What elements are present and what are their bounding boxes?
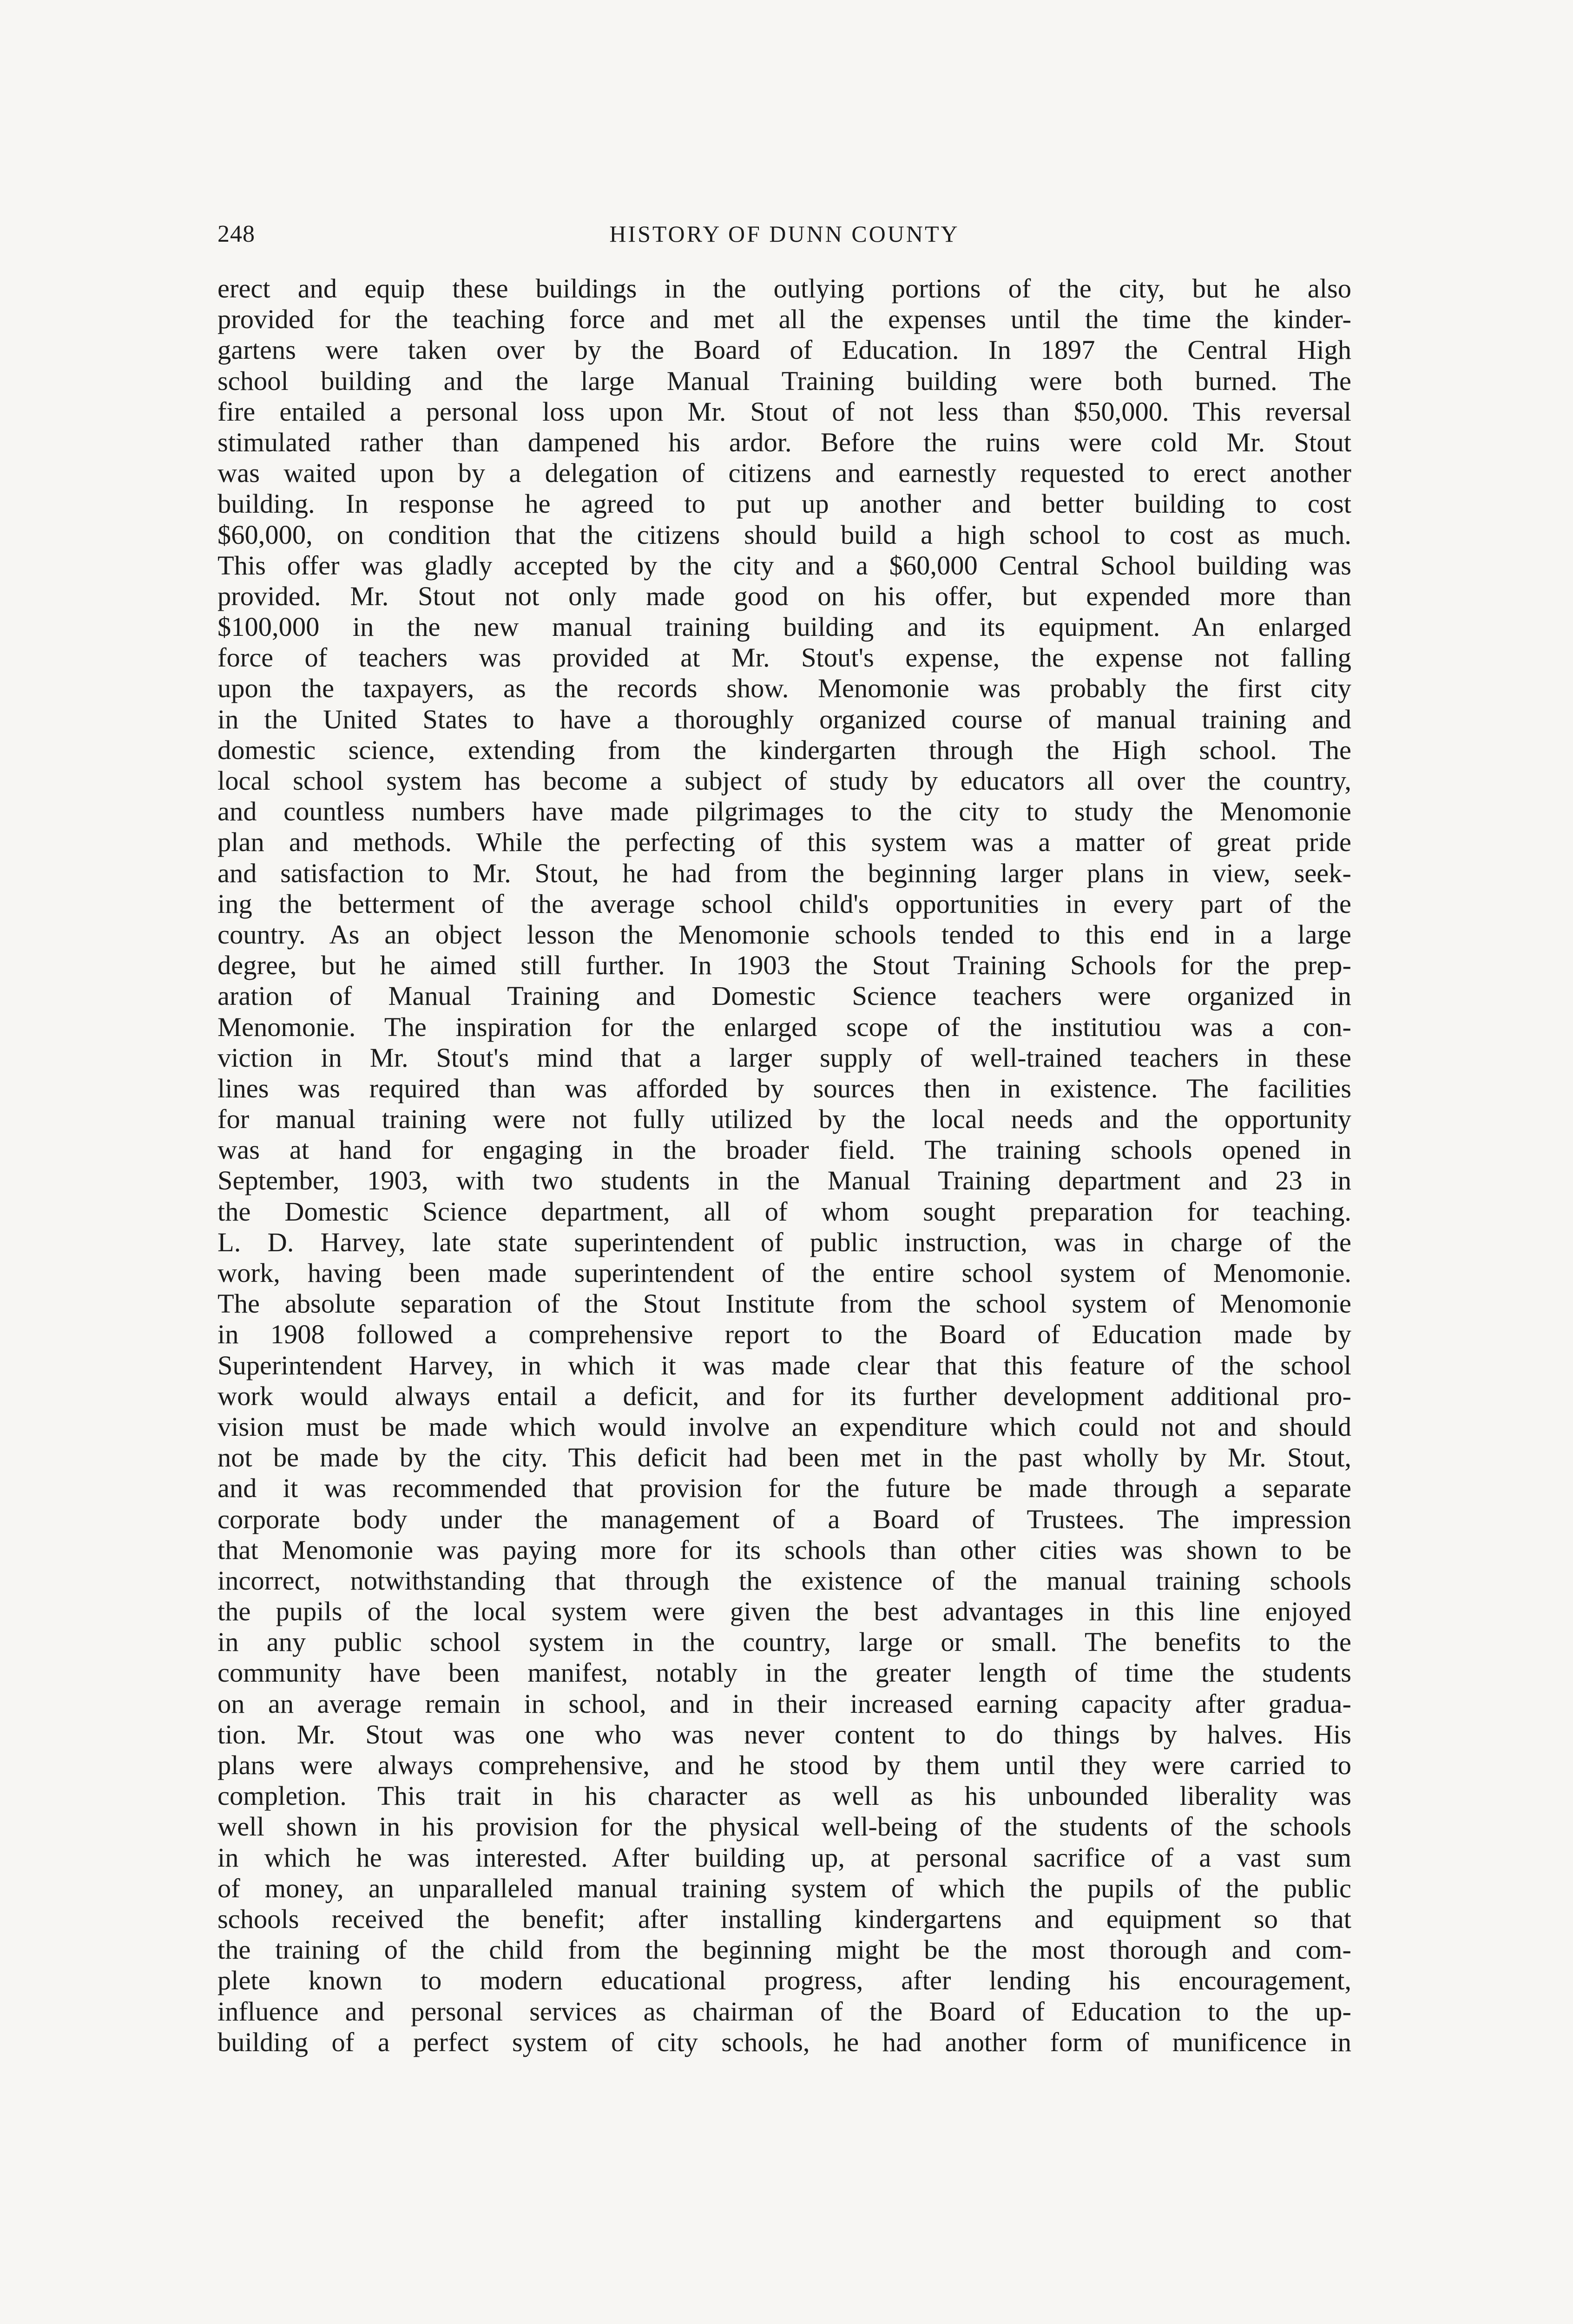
text-line: degree, but he aimed still further. In 1903 the Stout Training Schools for the prep- xyxy=(217,950,1351,981)
text-line: community have been manifest, notably in the greater length of time the students xyxy=(217,1657,1351,1688)
text-line: aration of Manual Training and Domestic Science teachers were organized in xyxy=(217,981,1351,1011)
text-line: the Domestic Science department, all of whom sought preparation for teaching. xyxy=(217,1196,1351,1227)
text-line: incorrect, notwithstanding that through the existence of the manual training schools xyxy=(217,1565,1351,1596)
text-line: influence and personal services as chairman of the Board of Education to the up- xyxy=(217,1996,1351,2027)
text-line: building. In response he agreed to put up another and better building to cost xyxy=(217,489,1351,519)
text-line: was waited upon by a delegation of citizens and earnestly requested to erect another xyxy=(217,458,1351,489)
text-line: country. As an object lesson the Menomonie schools tended to this end in a large xyxy=(217,919,1351,950)
text-line: in the United States to have a thoroughly organized course of manual training and xyxy=(217,704,1351,734)
text-line: and it was recommended that provision for the future be made through a separate xyxy=(217,1473,1351,1504)
text-line: September, 1903, with two students in the Manual Training department and 23 in xyxy=(217,1165,1351,1196)
text-line: in 1908 followed a comprehensive report to the Board of Education made by xyxy=(217,1319,1351,1350)
text-line: This offer was gladly accepted by the city and a $60,000 Central School building was xyxy=(217,550,1351,581)
text-line: and satisfaction to Mr. Stout, he had from the beginning larger plans in view, seek- xyxy=(217,858,1351,888)
text-line: work, having been made superintendent of the entire school system of Menomonie. xyxy=(217,1258,1351,1288)
text-line: upon the taxpayers, as the records show. Menomonie was probably the first city xyxy=(217,673,1351,704)
text-line: and countless numbers have made pilgrimages to the city to study the Menomonie xyxy=(217,796,1351,827)
text-line: tion. Mr. Stout was one who was never content to do things by halves. His xyxy=(217,1719,1351,1750)
text-line: in which he was interested. After building up, at personal sacrifice of a vast sum xyxy=(217,1842,1351,1873)
text-line: stimulated rather than dampened his ardor. Before the ruins were cold Mr. Stout xyxy=(217,427,1351,457)
text-line: corporate body under the management of a Board of Trustees. The impression xyxy=(217,1504,1351,1534)
text-line: Superintendent Harvey, in which it was made clear that this feature of the school xyxy=(217,1350,1351,1380)
text-line: school building and the large Manual Training building were both burned. The xyxy=(217,365,1351,396)
text-line: ing the betterment of the average school child's opportunities in every part of the xyxy=(217,888,1351,919)
text-line: fire entailed a personal loss upon Mr. Stout of not less than $50,000. This reversal xyxy=(217,396,1351,427)
text-line: force of teachers was provided at Mr. Stout's expense, the expense not falling xyxy=(217,642,1351,673)
text-line: local school system has become a subject of study by educators all over the country, xyxy=(217,766,1351,796)
page-number: 248 xyxy=(217,221,255,247)
text-line: vision must be made which would involve an expenditure which could not and should xyxy=(217,1411,1351,1442)
text-line: lines was required than was afforded by sources then in existence. The facilities xyxy=(217,1073,1351,1103)
text-line: provided for the teaching force and met all the expenses until the time the kinder- xyxy=(217,304,1351,335)
text-line: on an average remain in school, and in their increased earning capacity after gradua- xyxy=(217,1688,1351,1719)
text-line: plans were always comprehensive, and he stood by them until they were carried to xyxy=(217,1750,1351,1780)
text-line: of money, an unparalleled manual training system of which the pupils of the public xyxy=(217,1873,1351,1903)
text-line: that Menomonie was paying more for its schools than other cities was shown to be xyxy=(217,1534,1351,1565)
text-line: erect and equip these buildings in the outlying portions of the city, but he also xyxy=(217,273,1351,304)
text-line: plete known to modern educational progress, after lending his encouragement, xyxy=(217,1965,1351,1996)
text-line: the training of the child from the beginning might be the most thorough and com- xyxy=(217,1934,1351,1965)
text-line: the pupils of the local system were given the best advantages in this line enjoyed xyxy=(217,1596,1351,1627)
text-line: for manual training were not fully utilized by the local needs and the opportunity xyxy=(217,1104,1351,1135)
body-text xyxy=(217,273,1351,2188)
text-line: domestic science, extending from the kindergarten through the High school. The xyxy=(217,734,1351,765)
text-line: completion. This trait in his character as well as his unbounded liberality was xyxy=(217,1781,1351,1811)
text-line: plan and methods. While the perfecting of this system was a matter of great pride xyxy=(217,827,1351,858)
text-line: not be made by the city. This deficit had been met in the past wholly by Mr. Stout, xyxy=(217,1442,1351,1473)
text-line: L. D. Harvey, late state superintendent of public instruction, was in charge of the xyxy=(217,1227,1351,1257)
text-line: building of a perfect system of city schools, he had another form of munificence in xyxy=(217,2027,1351,2057)
text-line: work would always entail a deficit, and for its further development additional pro- xyxy=(217,1380,1351,1411)
page-header xyxy=(217,220,1351,253)
text-line: schools received the benefit; after installing kindergartens and equipment so that xyxy=(217,1903,1351,1934)
text-line: gartens were taken over by the Board of Education. In 1897 the Central High xyxy=(217,335,1351,365)
text-line: $60,000, on condition that the citizens should build a high school to cost as much. xyxy=(217,519,1351,550)
text-line: well shown in his provision for the physical well-being of the students of the schools xyxy=(217,1811,1351,1842)
text-line: was at hand for engaging in the broader field. The training schools opened in xyxy=(217,1135,1351,1165)
text-line: Menomonie. The inspiration for the enlarged scope of the institutiou was a con- xyxy=(217,1011,1351,1042)
text-line: in any public school system in the country, large or small. The benefits to the xyxy=(217,1627,1351,1657)
text-line: viction in Mr. Stout's mind that a larger supply of well-trained teachers in these xyxy=(217,1042,1351,1073)
text-line: provided. Mr. Stout not only made good on his offer, but expended more than xyxy=(217,581,1351,611)
text-line: $100,000 in the new manual training building and its equipment. An enlarged xyxy=(217,612,1351,642)
text-line: The absolute separation of the Stout Institute from the school system of Menomonie xyxy=(217,1288,1351,1319)
running-title: HISTORY OF DUNN COUNTY xyxy=(609,221,960,247)
